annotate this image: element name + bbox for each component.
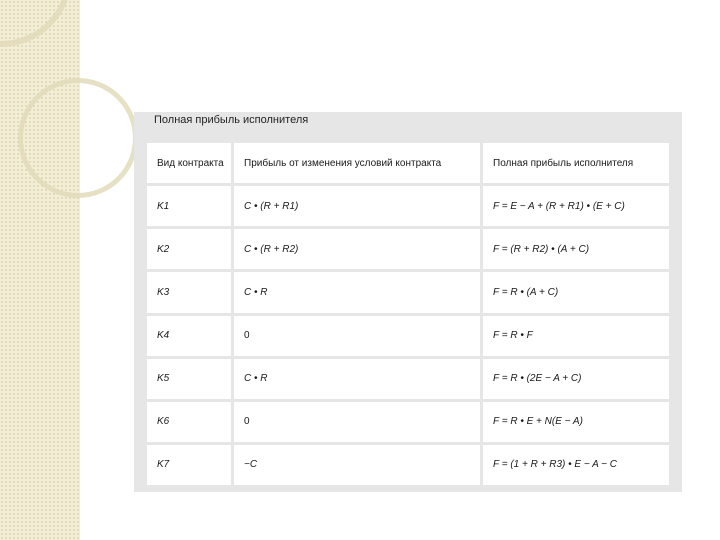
- change-profit-cell: 0: [234, 316, 480, 356]
- total-profit-cell: F = (R + R2) • (A + C): [483, 229, 669, 269]
- contract-cell: K5: [147, 359, 231, 399]
- profit-table: [144, 140, 672, 488]
- contract-cell: K7: [147, 445, 231, 485]
- header-contract-type: Вид контракта: [147, 143, 231, 183]
- contract-cell: K1: [147, 186, 231, 226]
- total-profit-cell: F = R • E + N(E − A): [483, 402, 669, 442]
- change-profit-cell: C • R: [234, 272, 480, 312]
- change-profit-cell: C • (R + R1): [234, 186, 480, 226]
- contract-cell: K6: [147, 402, 231, 442]
- change-profit-cell: C • (R + R2): [234, 229, 480, 269]
- header-total-profit: Полная прибыль исполнителя: [483, 143, 669, 183]
- total-profit-cell: F = E − A + (R + R1) • (E + C): [483, 186, 669, 226]
- table-row: [147, 316, 669, 356]
- table-header-row: [147, 143, 669, 183]
- side-decoration: [0, 0, 80, 540]
- total-profit-cell: F = R • F: [483, 316, 669, 356]
- table-row: [147, 445, 669, 485]
- total-profit-cell: F = R • (2E − A + C): [483, 359, 669, 399]
- table-row: [147, 272, 669, 312]
- frame-title: Полная прибыль исполнителя: [154, 114, 309, 126]
- change-profit-cell: −C: [234, 445, 480, 485]
- table-row: [147, 229, 669, 269]
- table-row: [147, 402, 669, 442]
- contract-cell: K4: [147, 316, 231, 356]
- table-row: [147, 186, 669, 226]
- change-profit-cell: 0: [234, 402, 480, 442]
- total-profit-cell: F = (1 + R + R3) • E − A − C: [483, 445, 669, 485]
- decorative-ring-top: [0, 0, 72, 47]
- header-change-profit: Прибыль от изменения условий контракта: [234, 143, 480, 183]
- table-row: [147, 359, 669, 399]
- contract-cell: K3: [147, 272, 231, 312]
- decorative-ring-middle: [18, 78, 138, 198]
- contract-cell: K2: [147, 229, 231, 269]
- table-image-frame: [134, 112, 682, 492]
- total-profit-cell: F = R • (A + C): [483, 272, 669, 312]
- change-profit-cell: C • R: [234, 359, 480, 399]
